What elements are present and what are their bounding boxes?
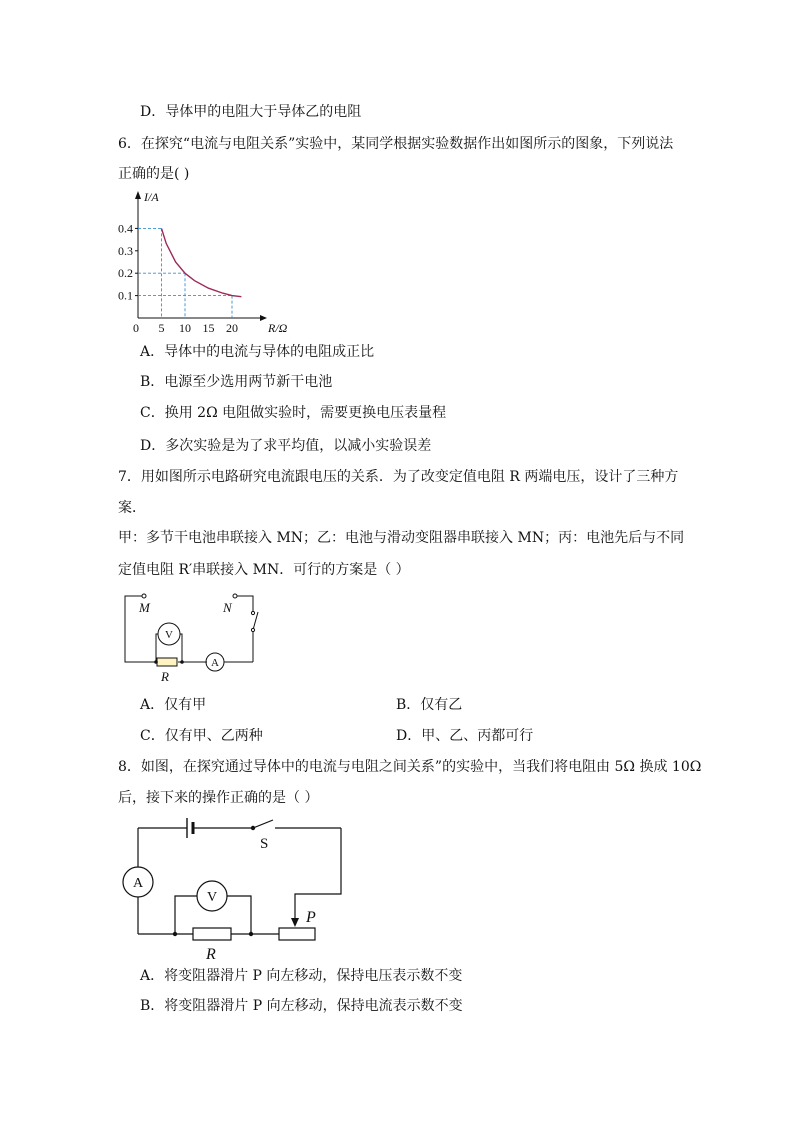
series-curve <box>162 228 242 296</box>
y-axis-label: I/A <box>144 190 159 204</box>
q7-label-n: N <box>223 600 232 615</box>
x-tick-label-3: 15 <box>202 321 215 335</box>
q7-stem-line3: 甲：多节干电池串联接入 MN；乙：电池与滑动变阻器串联接入 MN；丙：电池先后与不同 <box>118 530 685 546</box>
q7-circuit-diagram <box>115 590 275 686</box>
x-axis-label: R/Ω <box>268 321 288 335</box>
x-tick-label-0: 0 <box>133 321 139 335</box>
q6-option-d: D．多次实验是为了求平均值，以减小实验误差 <box>140 438 432 454</box>
q7-resistor-label: R <box>161 669 169 684</box>
q8-option-a: A．将变阻器滑片 P 向左移动，保持电压表示数不变 <box>140 968 463 984</box>
q7-stem-line4: 定值电阻 R′串联接入 MN．可行的方案是（ ） <box>118 562 410 578</box>
q7-label-m: M <box>139 600 150 615</box>
q6-option-a: A．导体中的电流与导体的电阻成正比 <box>140 344 375 360</box>
y-axis-arrow <box>135 191 141 199</box>
y-tick-label-0: 0.1 <box>118 288 133 303</box>
q7-option-c: C．仅有甲、乙两种 <box>140 728 263 744</box>
q8-option-b: B．将变阻器滑片 P 向左移动，保持电流表示数不变 <box>140 998 463 1014</box>
q8-switch-label: S <box>260 836 269 852</box>
q6-current-resistance-chart <box>110 186 310 336</box>
q6-option-b: B．电源至少选用两节新干电池 <box>140 374 333 390</box>
x-tick-label-1: 5 <box>158 321 165 335</box>
q8-resistor-label: R <box>206 946 216 963</box>
q8-voltmeter-label: V <box>206 890 218 905</box>
y-tick-label-3: 0.4 <box>118 221 133 236</box>
q8-ammeter-label: A <box>132 876 144 891</box>
x-tick-label-2: 10 <box>179 321 191 335</box>
q7-option-d: D．甲、乙、丙都可行 <box>396 728 534 744</box>
x-tick-label-4: 20 <box>226 321 238 335</box>
q8-stem-line2: 后，接下来的操作正确的是（ ） <box>118 790 319 806</box>
q8-circuit-diagram <box>115 812 355 967</box>
q7-voltmeter-label: V <box>165 629 173 641</box>
q6-stem-line2: 正确的是( ) <box>118 166 190 182</box>
y-tick-label-2: 0.3 <box>118 243 133 258</box>
q7-option-a: A．仅有甲 <box>140 697 207 713</box>
q6-option-c: C．换用 2Ω 电阻做实验时，需要更换电压表量程 <box>140 405 447 421</box>
q6-stem-line1: 6．在探究“电流与电阻关系”实验中，某同学根据实验数据作出如图所示的图象，下列说法 <box>118 136 674 152</box>
q7-option-b: B．仅有乙 <box>396 697 463 713</box>
q7-stem-line1: 7．用如图所示电路研究电流跟电压的关系．为了改变定值电阻 R 两端电压，设计了三种方 <box>118 469 679 485</box>
x-axis-arrow <box>260 315 267 321</box>
y-tick-label-1: 0.2 <box>118 266 133 281</box>
q5-option-d: D．导体甲的电阻大于导体乙的电阻 <box>140 104 362 120</box>
q8-slider-label: P <box>306 909 316 926</box>
q7-stem-line2: 案． <box>118 500 146 516</box>
q7-ammeter-label: A <box>211 657 219 669</box>
q8-stem-line1: 8．如图，在探究通过导体中的电流与电阻之间关系”的实验中，当我们将电阻由 5Ω 换成 10Ω <box>118 759 702 775</box>
